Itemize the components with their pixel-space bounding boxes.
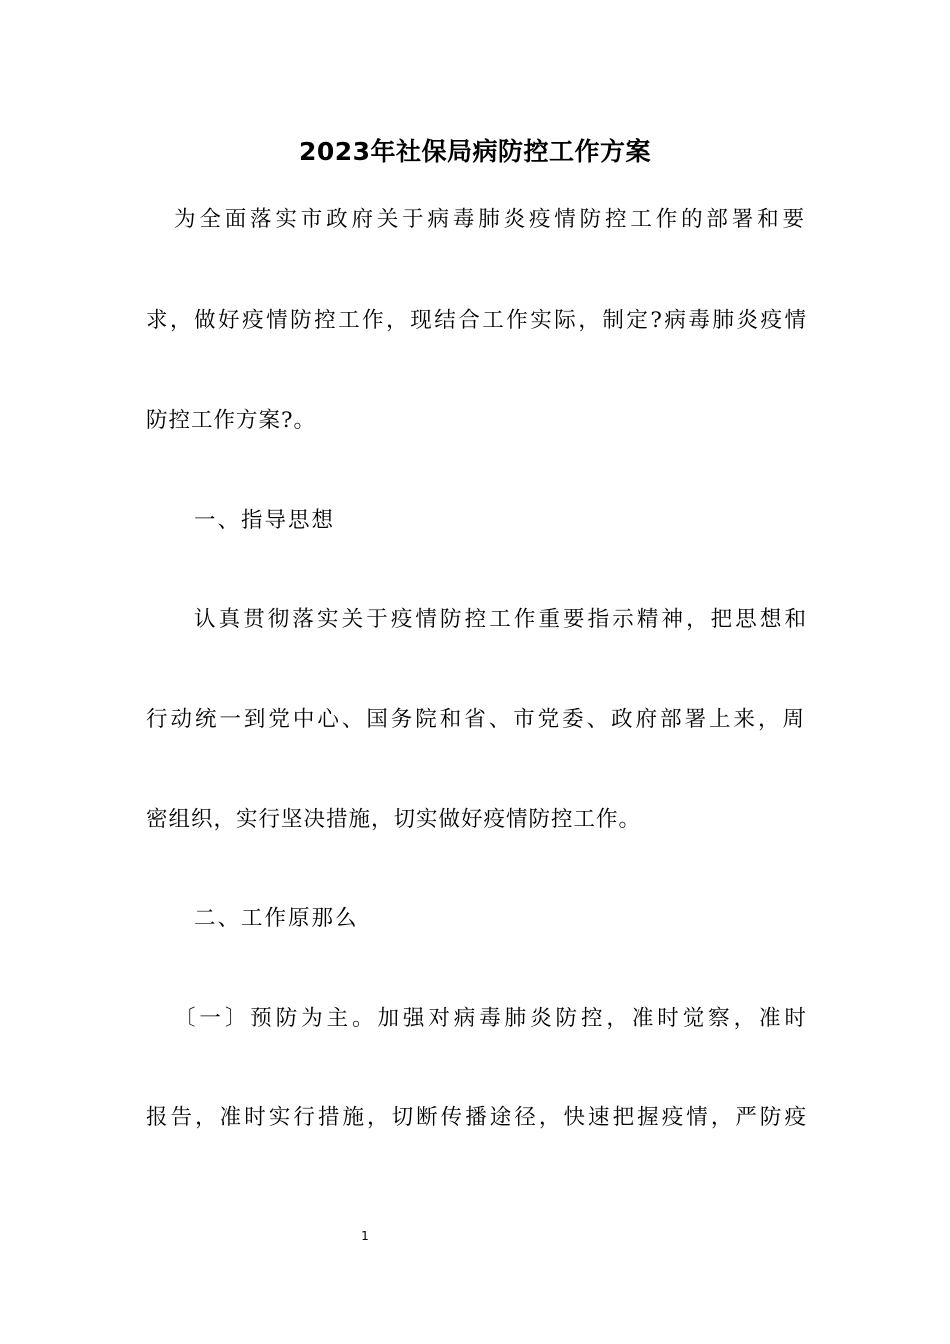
body-line-2: 求，做好疫情防控工作，现结合工作实际，制定?病毒肺炎疫情 — [146, 308, 806, 333]
section-heading-work-principles: 二、工作原那么 — [194, 906, 359, 931]
body-line-1: 为全面落实市政府关于病毒肺炎疫情防控工作的部署和要 — [174, 207, 804, 232]
body-line-3: 防控工作方案?。 — [146, 408, 317, 433]
document-title: 2023年社保局病防控工作方案 — [298, 137, 652, 166]
body-line-6: 行动统一到党中心、国务院和省、市党委、政府部署上来，周 — [146, 707, 804, 732]
body-line-5: 认真贯彻落实关于疫情防控工作重要指示精神，把思想和 — [194, 607, 806, 632]
body-line-10: 报告，准时实行措施，切断传播途径，快速把握疫情，严防疫 — [146, 1105, 806, 1130]
body-line-7: 密组织，实行坚决措施，切实做好疫情防控工作。 — [146, 807, 642, 832]
page-number: 1 — [361, 1229, 369, 1243]
section-heading-guiding-thought: 一、指导思想 — [194, 508, 336, 533]
body-line-9: 〔一〕预防为主。加强对病毒肺炎防控，准时觉察，准时 — [174, 1006, 806, 1031]
